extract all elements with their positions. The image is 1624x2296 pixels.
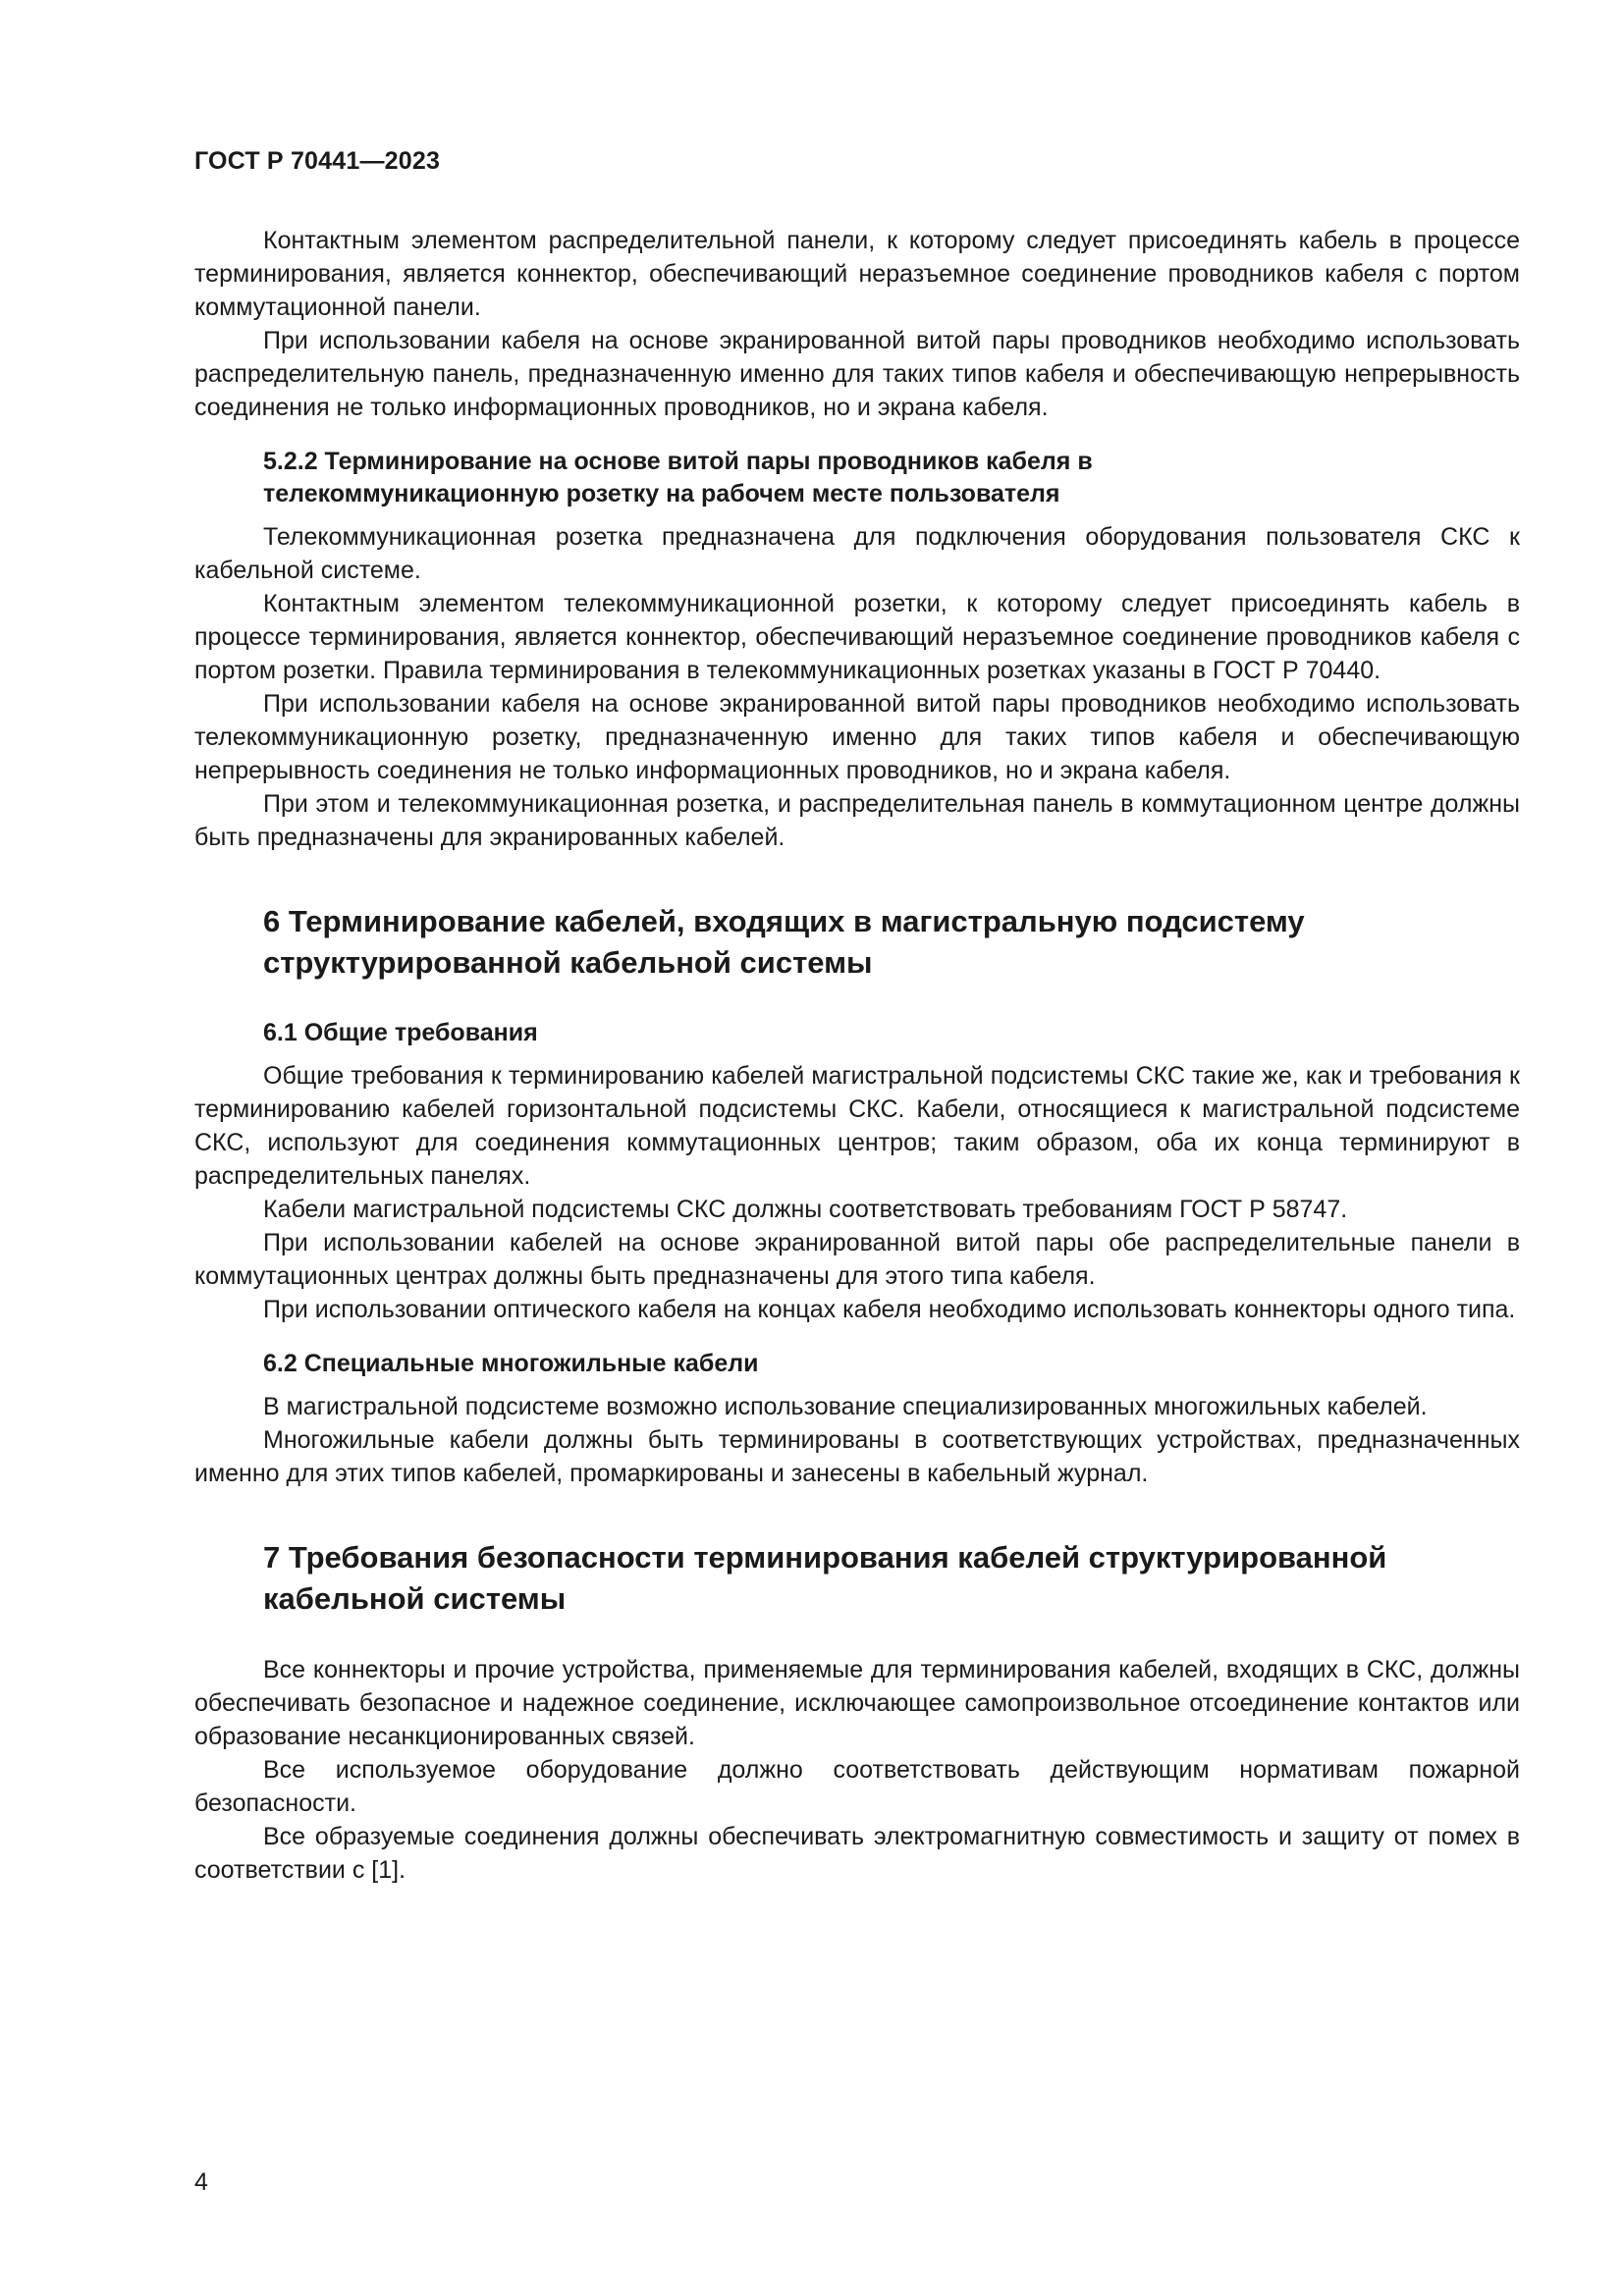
paragraph: В магистральной подсистеме возможно использование специализированных многожильных кабелей. xyxy=(263,1393,1428,1420)
paragraph: Контактным элементом телекоммуникационной розетки, к которому следует присоединять кабель в процессе терминирования, является коннектор, обеспечивающий неразъемное соединение проводников кабеля с портом розетки. Правила терминирования в телекоммуникационных розетках указаны в ГОСТ Р 70440. xyxy=(194,590,1520,684)
section-6-heading xyxy=(263,901,1520,984)
page-content xyxy=(194,224,1520,1887)
paragraph: Все образуемые соединения должны обеспечивать электромагнитную совместимость и защиту от помех в соответствии с [1]. xyxy=(194,1823,1520,1884)
heading-line: 7 Требования безопасности терминирования кабелей структурированной xyxy=(263,1540,1387,1575)
paragraph: Многожильные кабели должны быть терминированы в соответствующих устройствах, предназначенных именно для этих типов кабелей, промаркированы и занесены в кабельный журнал. xyxy=(194,1426,1520,1487)
document-header: ГОСТ Р 70441—2023 xyxy=(194,147,441,175)
heading-line: 6 Терминирование кабелей, входящих в магистральную подсистему xyxy=(263,904,1305,938)
section-6-1-heading: 6.1 Общие требования xyxy=(263,1019,538,1046)
heading-line: кабельной системы xyxy=(263,1581,567,1616)
paragraph: Все используемое оборудование должно соответствовать действующим нормативам пожарной безопасности. xyxy=(194,1756,1520,1817)
paragraph: Все коннекторы и прочие устройства, применяемые для терминирования кабелей, входящих в СКС, должны обеспечивать безопасное и надежное соединение, исключающее самопроизвольное отсоединение контактов или образование несанкционированных связей. xyxy=(194,1656,1520,1750)
paragraph: Телекоммуникационная розетка предназначена для подключения оборудования пользователя СКС к кабельной системе. xyxy=(194,523,1520,584)
paragraph: При этом и телекоммуникационная розетка, и распределительная панель в коммутационном центре должны быть предназначены для экранированных кабелей. xyxy=(194,790,1520,851)
heading-line: структурированной кабельной системы xyxy=(263,945,873,980)
paragraph: При использовании кабеля на основе экранированной витой пары проводников необходимо использовать распределительную панель, предназначенную именно для таких типов кабеля и обеспечивающую непрерывность соединения не только информационных проводников, но и экрана кабеля. xyxy=(194,327,1520,421)
paragraph: При использовании кабеля на основе экранированной витой пары проводников необходимо использовать телекоммуникационную розетку, предназначенную именно для таких типов кабеля и обеспечивающую непрерывность соединения не только информационных проводников, но и экрана кабеля. xyxy=(194,690,1520,784)
section-7-heading xyxy=(263,1537,1520,1620)
paragraph: Контактным элементом распределительной панели, к которому следует присоединять кабель в процессе терминирования, является коннектор, обеспечивающий неразъемное соединение проводников кабеля с портом коммутационной панели. xyxy=(194,227,1520,321)
paragraph: При использовании кабелей на основе экранированной витой пары обе распределительные панели в коммутационных центрах должны быть предназначены для этого типа кабеля. xyxy=(194,1229,1520,1290)
heading-line: телекоммуникационную розетку на рабочем месте пользователя xyxy=(263,480,1060,507)
section-5-2-2-heading xyxy=(263,446,1520,510)
paragraph: При использовании оптического кабеля на концах кабеля необходимо использовать коннекторы одного типа. xyxy=(263,1296,1516,1323)
paragraph: Общие требования к терминированию кабелей магистральной подсистемы СКС такие же, как и требования к терминированию кабелей горизонтальной подсистемы СКС. Кабели, относящиеся к магистральной подсистеме СКС, используют для соединения коммутационных центров; таким образом, оба их конца терминируют в распределительных панелях. xyxy=(194,1062,1520,1190)
page-number: 4 xyxy=(194,2168,208,2196)
section-6-2-heading: 6.2 Специальные многожильные кабели xyxy=(263,1350,759,1377)
paragraph: Кабели магистральной подсистемы СКС должны соответствовать требованиям ГОСТ Р 58747. xyxy=(263,1196,1348,1223)
heading-line: 5.2.2 Терминирование на основе витой пары проводников кабеля в xyxy=(263,448,1093,475)
